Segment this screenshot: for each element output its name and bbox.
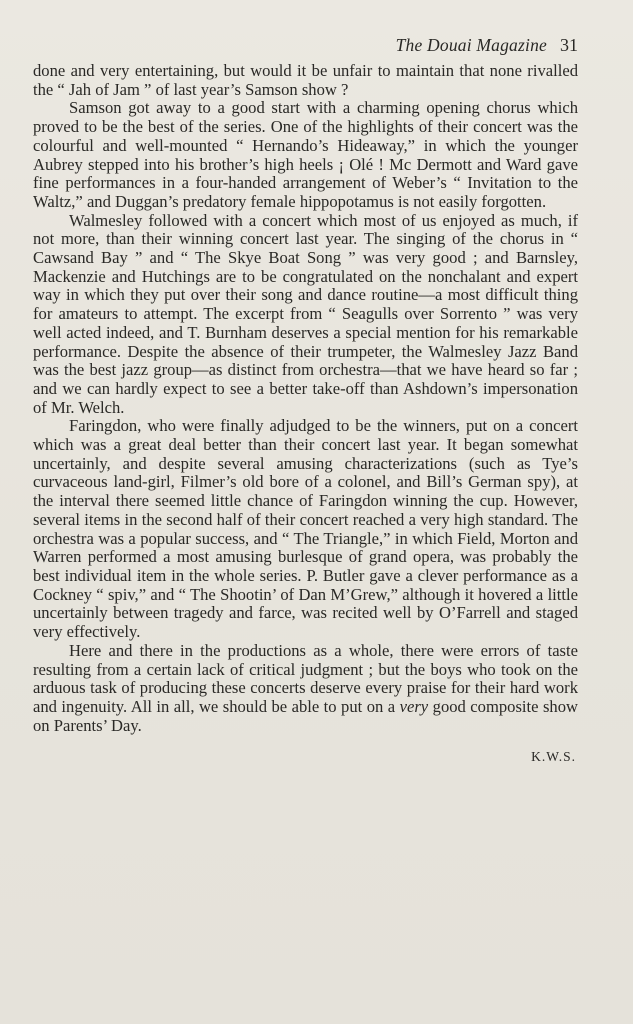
article-body [33,62,578,735]
final-sentence-end: good composite show on Parents’ Day. [33,696,578,735]
paragraph-conclusion [33,642,578,736]
emphasized-word: very [399,696,429,716]
conclusion-text: Here and there in the productions as a whole, there were errors of taste resulting from a certain lack of critical judgment ; but the boys who took on the arduous task of producing these concerts deserve every praise for their hard work and ingenuity. [33,640,578,716]
page-number: 31 [560,35,578,55]
paragraph-walmesley: Walmesley followed with a concert which most of us enjoyed as much, if not more, than their winning concert last year. The singing of the chorus in “ Cawsand Bay ” and “ The Skye Boat Song ” was very good ; and Barnsley, Mackenzie and Hutchings are to be congratulated on the nonchalant and expert way in which they put over their song and dance routine—a most difficult thing for amateurs to attempt. The excerpt from “ Seagulls over Sorrento ” was very well acted indeed, and T. Burnham deserves a special mention for his remarkable performance. Despite the absence of their trumpeter, the Walmesley Jazz Band was the best jazz group—as distinct from orchestra—that we have heard so far ; and we can hardly expect to see a better take-off than Ashdown’s impersonation of Mr. Welch. [33,210,578,417]
running-header [33,34,578,56]
final-sentence-prefix: All in all, we should be able to put on a [130,696,396,716]
paragraph-samson: Samson got away to a good start with a charming opening chorus which proved to be the best of the series. One of the highlights of their concert was the colourful and well-mounted “ Hernando’s Hideaway,” in which the younger Aubrey stepped into his brother’s high heels ¡ Olé ! Mc Dermott and Ward gave fine performances in a four-handed arrangement of Weber’s “ Invitation to the Waltz,” and Duggan’s predatory female hippopotamus is not easily forgotten. [33,98,578,211]
magazine-title: The Douai Magazine [395,35,547,55]
paragraph-faringdon: Faringdon, who were finally adjudged to be the winners, put on a concert which was a great deal better than their concert last year. It began somewhat uncertainly, and despite several amusing characterizations (such as Tye’s curvaceous land-girl, Filmer’s old bore of a colonel, and Bill’s German spy), at the interval there seemed little chance of Faringdon winning the cup. However, several items in the second half of their concert reached a very high standard. The orchestra was a popular success, and “ The Triangle,” in which Field, Morton and Warren performed a most amusing burlesque of grand opera, was probably the best individual item in the whole series. P. Butler gave a clever performance as a Cockney “ spiv,” and “ The Shootin’ of Dan M’Grew,” although it hovered a little uncertainly between tragedy and farce, was recited well by O’Farrell and staged very effectively. [33,416,578,642]
author-signature: K.W.S. [531,749,576,765]
paragraph-continuation: done and very entertaining, but would it be unfair to maintain that none rivalled the “ Jah of Jam ” of last year’s Samson show ? [33,61,578,99]
